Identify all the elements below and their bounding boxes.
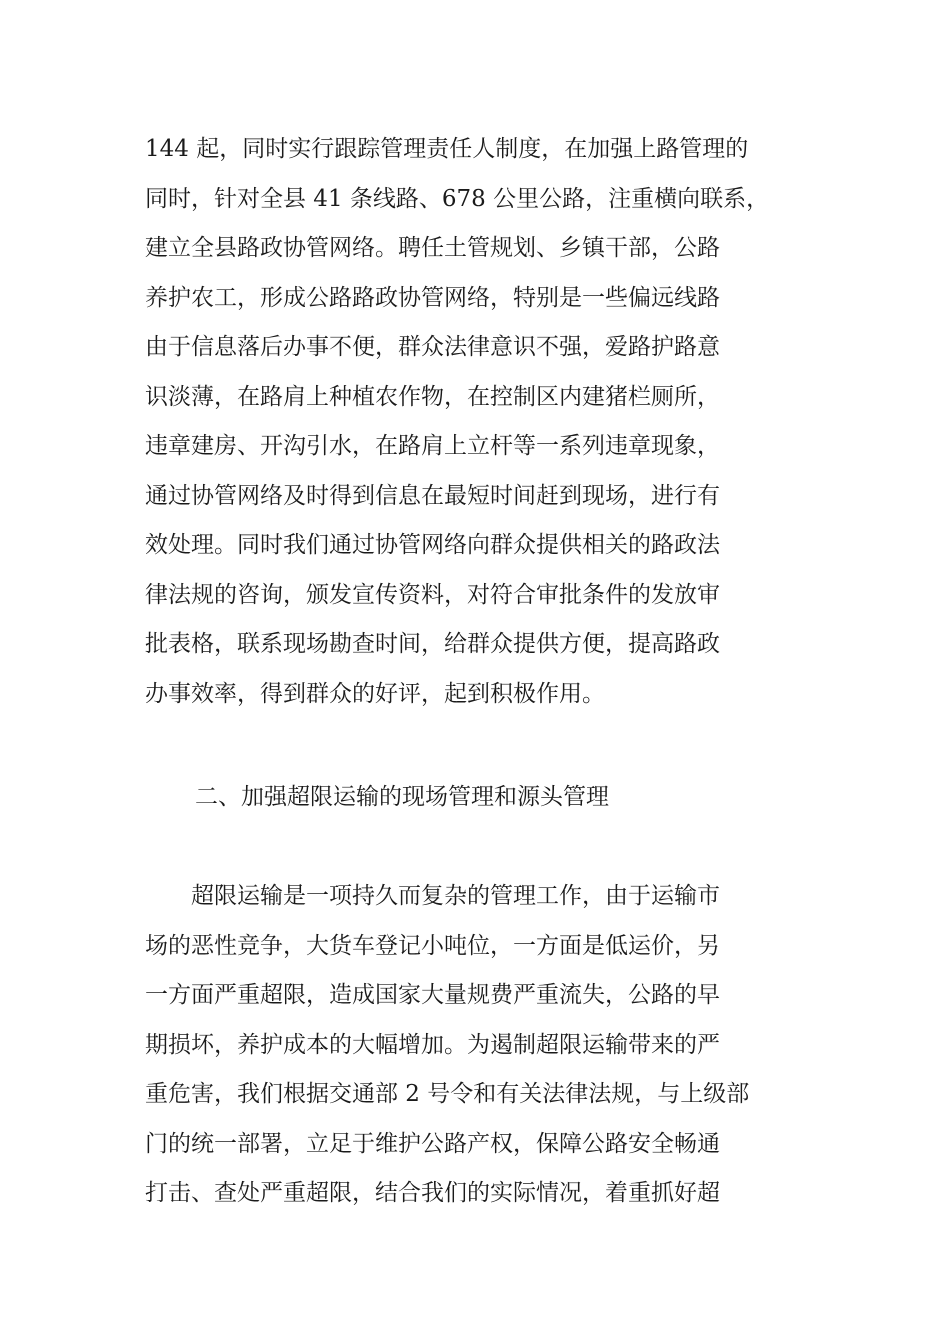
text-line: 一方面严重超限，造成国家大量规费严重流失，公路的早 [145, 982, 720, 1008]
text-line: 养护农工，形成公路路政协管网络，特别是一些偏远线路 [145, 284, 720, 311]
paragraph-road-admin-network [145, 125, 825, 719]
text-line: 打击、查处严重超限，结合我们的实际情况，着重抓好超 [145, 1180, 720, 1206]
text-line: 期损坏，养护成本的大幅增加。为遏制超限运输带来的严 [145, 1031, 720, 1058]
text-line: 重危害，我们根据交通部 2 号令和有关法律法规，与上级部 [145, 1081, 750, 1107]
paragraph-overload-transport [145, 872, 825, 1219]
text-line: 建立全县路政协管网络。聘任土管规划、乡镇干部，公路 [145, 235, 720, 261]
text-line: 通过协管网络及时得到信息在最短时间赶到现场，进行有 [145, 482, 720, 509]
text-line: 办事效率，得到群众的好评，起到积极作用。 [145, 680, 605, 707]
text-line: 识淡薄，在路肩上种植农作物，在控制区内建猪栏厕所， [145, 383, 720, 410]
text-line: 违章建房、开沟引水，在路肩上立杆等一系列违章现象， [145, 433, 720, 459]
text-line: 超限运输是一项持久而复杂的管理工作，由于运输市 [145, 883, 720, 909]
text-line: 门的统一部署，立足于维护公路产权，保障公路安全畅通 [145, 1130, 720, 1157]
text-line: 由于信息落后办事不便，群众法律意识不强，爱路护路意 [145, 334, 720, 360]
text-line: 效处理。同时我们通过协管网络向群众提供相关的路政法 [145, 532, 720, 558]
text-line: 律法规的咨询，颁发宣传资料，对符合审批条件的发放审 [145, 581, 720, 608]
text-line: 批表格，联系现场勘查时间，给群众提供方便，提高路政 [145, 631, 720, 657]
text-line: 同时，针对全县 41 条线路、678 公里公路，注重横向联系， [145, 185, 770, 212]
section-heading: 二、加强超限运输的现场管理和源头管理 [195, 784, 609, 810]
text-line: 144 起，同时实行跟踪管理责任人制度，在加强上路管理的 [145, 136, 749, 162]
text-line: 场的恶性竞争，大货车登记小吨位，一方面是低运价，另 [145, 932, 720, 959]
